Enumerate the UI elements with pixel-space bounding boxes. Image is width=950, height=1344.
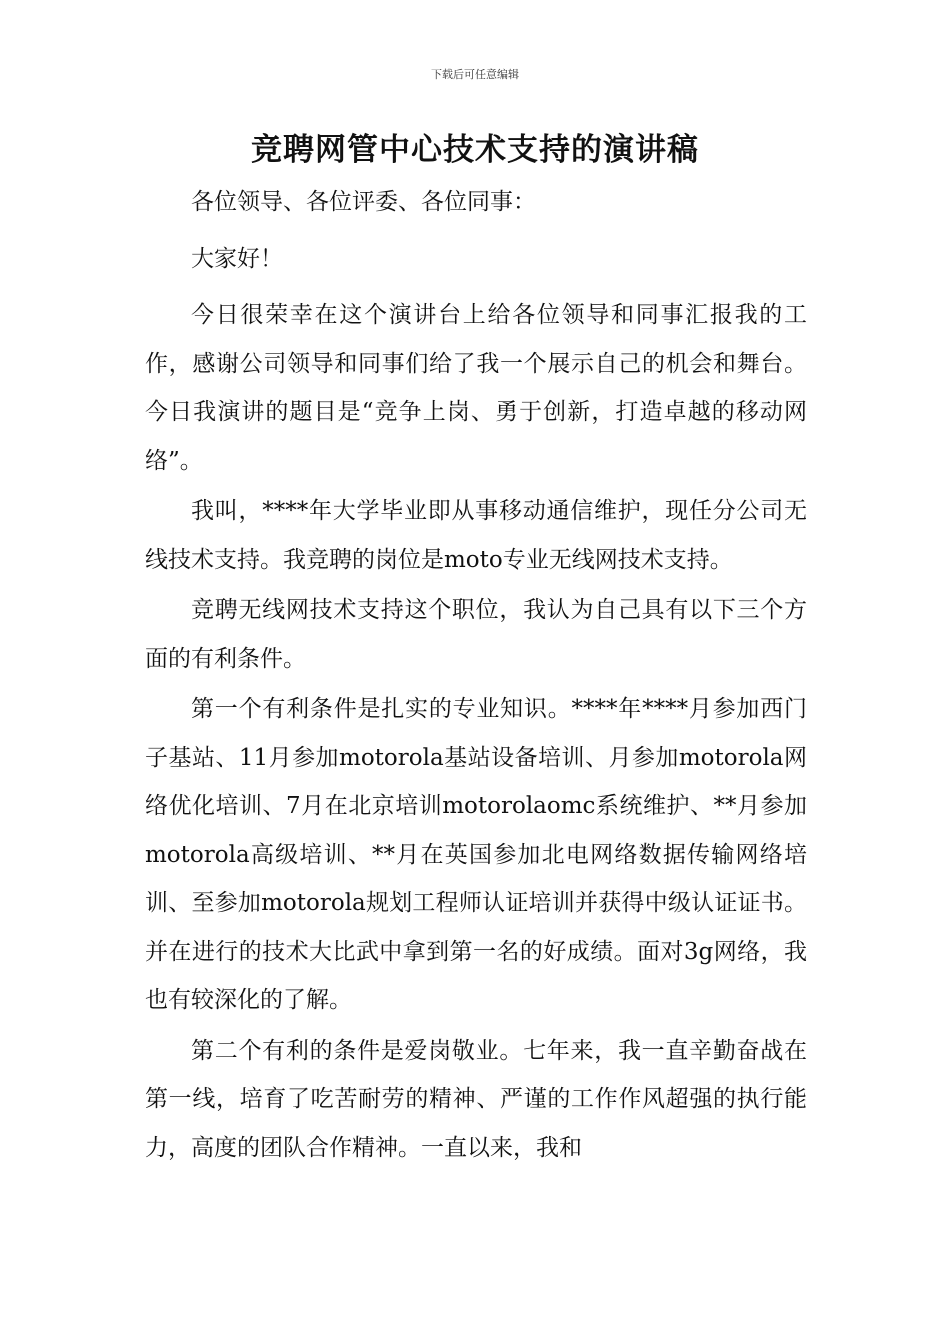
paragraph-second-condition: 第二个有利的条件是爱岗敬业。七年来，我一直辛勤奋战在第一线，培育了吃苦耐劳的精神、严谨的工作作风超强的执行能力，高度的团队合作精神。一直以来，我和 — [145, 1037, 807, 1161]
paragraph-conditions: 竞聘无线网技术支持这个职位，我认为自己具有以下三个方面的有利条件。 — [145, 597, 807, 672]
paragraph-self-intro: 我叫，****年大学毕业即从事移动通信维护，现任分公司无线技术支持。我竞聘的岗位是moto专业无线网技术支持。 — [145, 498, 807, 573]
header-note: 下载后可任意编辑 — [431, 68, 519, 81]
document-title: 竞聘网管中心技术支持的演讲稿 — [251, 132, 699, 168]
salutation: 各位领导、各位评委、各位同事： — [191, 189, 536, 215]
greeting: 大家好！ — [191, 245, 283, 272]
paragraph-first-condition: 第一个有利条件是扎实的专业知识。****年****月参加西门子基站、11月参加motorola基站设备培训、月参加motorola网络优化培训、7月在北京培训motorolaomc系统维护、**月参加motorola高级培训、**月在英国参加北电网络数据传输网络培训、至参加motorola规划工程师认证培训并获得中级认证证书。并在进行的技术大比武中拿到第一名的好成绩。面对3g网络，我也有较深化的了解。 — [145, 696, 807, 1013]
paragraph-intro: 今日很荣幸在这个演讲台上给各位领导和同事汇报我的工作，感谢公司领导和同事们给了我一个展示自己的机会和舞台。今日我演讲的题目是“竞争上岗、勇于创新，打造卓越的移动网络”。 — [145, 302, 807, 474]
document-body — [145, 178, 807, 1174]
